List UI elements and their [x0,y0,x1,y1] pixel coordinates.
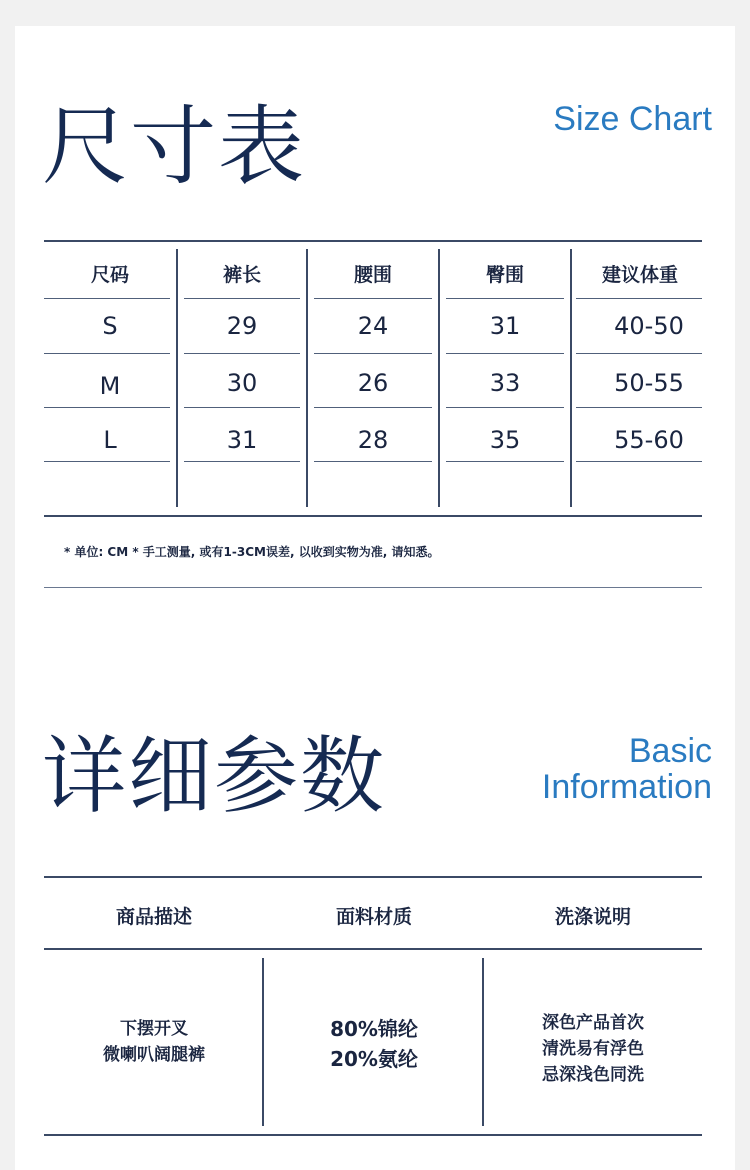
weight-cell: 55-60 [614,426,684,454]
header-material: 面料材质 [335,906,412,928]
washing-line: 清洗易有浮色 [542,1039,644,1059]
basic-info-title: 详细参数 [42,727,387,825]
column-divider [570,249,572,507]
waist-cell: 26 [357,369,389,397]
measurement-note: * 单位: CM * 手工测量, 或有1-3CM误差, 以收到实物为准, 请知悉。 [64,545,440,559]
material-line: 20%氨纶 [330,1047,418,1071]
header-size: 尺码 [90,264,129,286]
washing-line: 忌深浅色同洗 [542,1065,644,1085]
washing-cell [484,1010,702,1088]
table-bottom-border [44,515,702,517]
size-chart-title: 尺寸表 [42,97,306,197]
header-washing: 洗涤说明 [554,906,631,928]
hip-cell: 33 [489,369,521,397]
header-description: 商品描述 [115,906,192,928]
material-line: 80%锦纶 [330,1017,418,1041]
length-cell: 29 [226,312,258,340]
description-line: 下摆开叉 [120,1019,188,1039]
waist-cell: 28 [357,426,389,454]
size-cell: L [103,426,117,454]
header-waist: 腰围 [353,264,392,286]
header-weight: 建议体重 [601,264,678,286]
info-header-border [44,948,702,950]
section-divider [44,587,702,588]
header-hip: 臀围 [485,264,524,286]
basic-info-subtitle [542,734,712,805]
washing-line: 深色产品首次 [542,1013,644,1033]
column-divider [176,249,178,507]
info-bottom-border [44,1134,702,1136]
hip-cell: 35 [489,426,521,454]
length-cell: 31 [226,426,258,454]
subtitle-line: Basic [628,732,712,770]
info-top-border [44,876,702,878]
description-line: 微喇叭阔腿裤 [103,1045,205,1065]
column-divider [438,249,440,507]
description-cell [44,1016,264,1068]
weight-cell: 50-55 [614,369,684,397]
subtitle-line: Information [541,767,712,806]
size-chart-subtitle: Size Chart [553,100,712,138]
column-divider [306,249,308,507]
weight-cell: 40-50 [614,312,684,340]
size-cell: M [99,372,121,400]
table-top-border [44,240,702,242]
length-cell: 30 [226,369,258,397]
material-cell [264,1014,484,1074]
hip-cell: 31 [489,312,521,340]
header-length: 裤长 [222,264,261,286]
waist-cell: 24 [357,312,389,340]
size-cell: S [102,312,118,340]
